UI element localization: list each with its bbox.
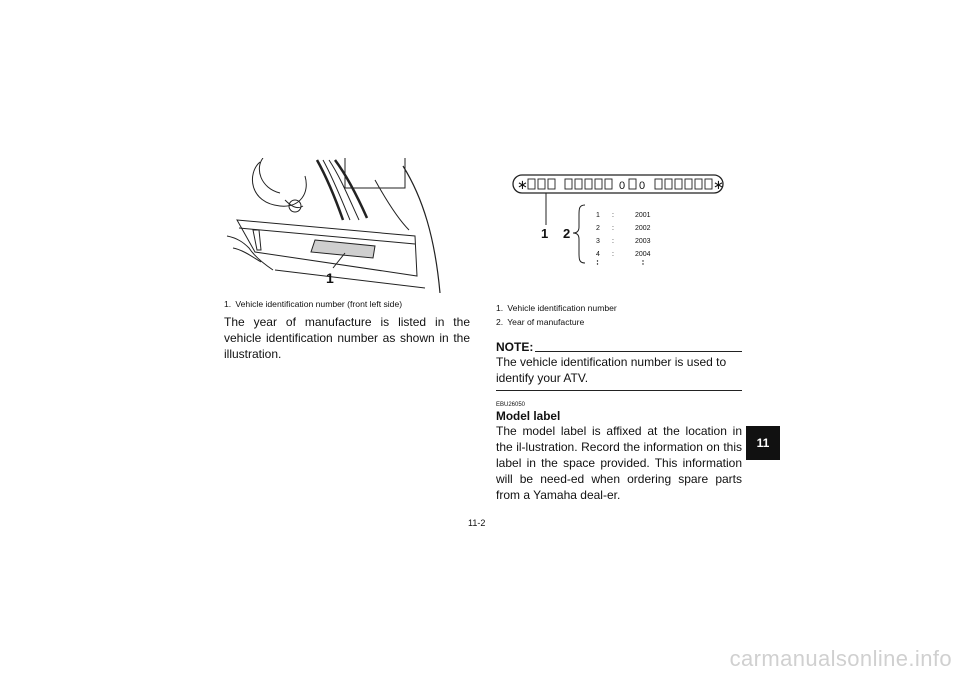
caption-item: [496, 301, 746, 315]
figure-callout-1: 1: [326, 270, 334, 286]
caption-item: [224, 297, 474, 311]
vin-figure-caption-list: [496, 301, 746, 329]
vin-callout-1: 1: [541, 226, 549, 241]
year-code: 1: [596, 212, 600, 219]
note-bottom-rule: [496, 390, 742, 391]
caption-item: [496, 315, 746, 329]
caption-number: 1.: [496, 303, 504, 313]
left-figure-caption-list: [224, 297, 474, 311]
caption-text: Vehicle identification number: [507, 303, 617, 313]
page-number: 11-2: [468, 518, 486, 528]
model-label-paragraph: The model label is affixed at the location in the il-lustration. Record the information on this label in the space provided. This information will be need-ed when ordering spare parts from a Yamaha deal-er.: [496, 424, 742, 502]
caption-number: 2.: [496, 317, 504, 327]
caption-text: Vehicle identification number (front left side): [235, 299, 403, 309]
vin-digit-left: 0: [619, 180, 626, 192]
year-sep: :: [612, 251, 614, 258]
vin-format-diagram: [495, 165, 745, 285]
caption-number: 1.: [224, 299, 232, 309]
note-divider: [535, 341, 742, 352]
section-code: EBU26050: [496, 402, 526, 408]
year-code: 4: [596, 251, 600, 258]
year-sep: :: [612, 225, 614, 232]
year-value: 2001: [635, 212, 651, 219]
note-block: [496, 341, 742, 391]
chapter-tab: 11: [746, 426, 780, 460]
caption-text: Year of manufacture: [507, 317, 585, 327]
watermark: carmanualsonline.info: [729, 646, 952, 671]
year-sep: :: [612, 212, 614, 219]
section-heading: Model label: [496, 409, 561, 423]
vin-star-left: ∗: [517, 177, 528, 192]
year-code: 2: [596, 225, 600, 232]
year-of-manufacture-paragraph: The year of manufacture is listed in the vehicle identification number as shown in the illustration.: [224, 315, 470, 361]
frame-vin-illustration: [225, 158, 470, 293]
year-sep: :: [612, 238, 614, 245]
note-header: [496, 341, 742, 354]
vin-star-right: ∗: [713, 177, 724, 192]
note-label: NOTE:: [496, 340, 534, 354]
vin-callout-2: 2: [563, 226, 571, 241]
vin-digit-right: 0: [639, 180, 646, 192]
year-value: 2003: [635, 238, 651, 245]
year-code: 3: [596, 238, 600, 245]
note-text: The vehicle identification number is used to identify your ATV.: [496, 355, 727, 385]
year-value: 2002: [635, 225, 651, 232]
year-value: 2004: [635, 251, 651, 258]
